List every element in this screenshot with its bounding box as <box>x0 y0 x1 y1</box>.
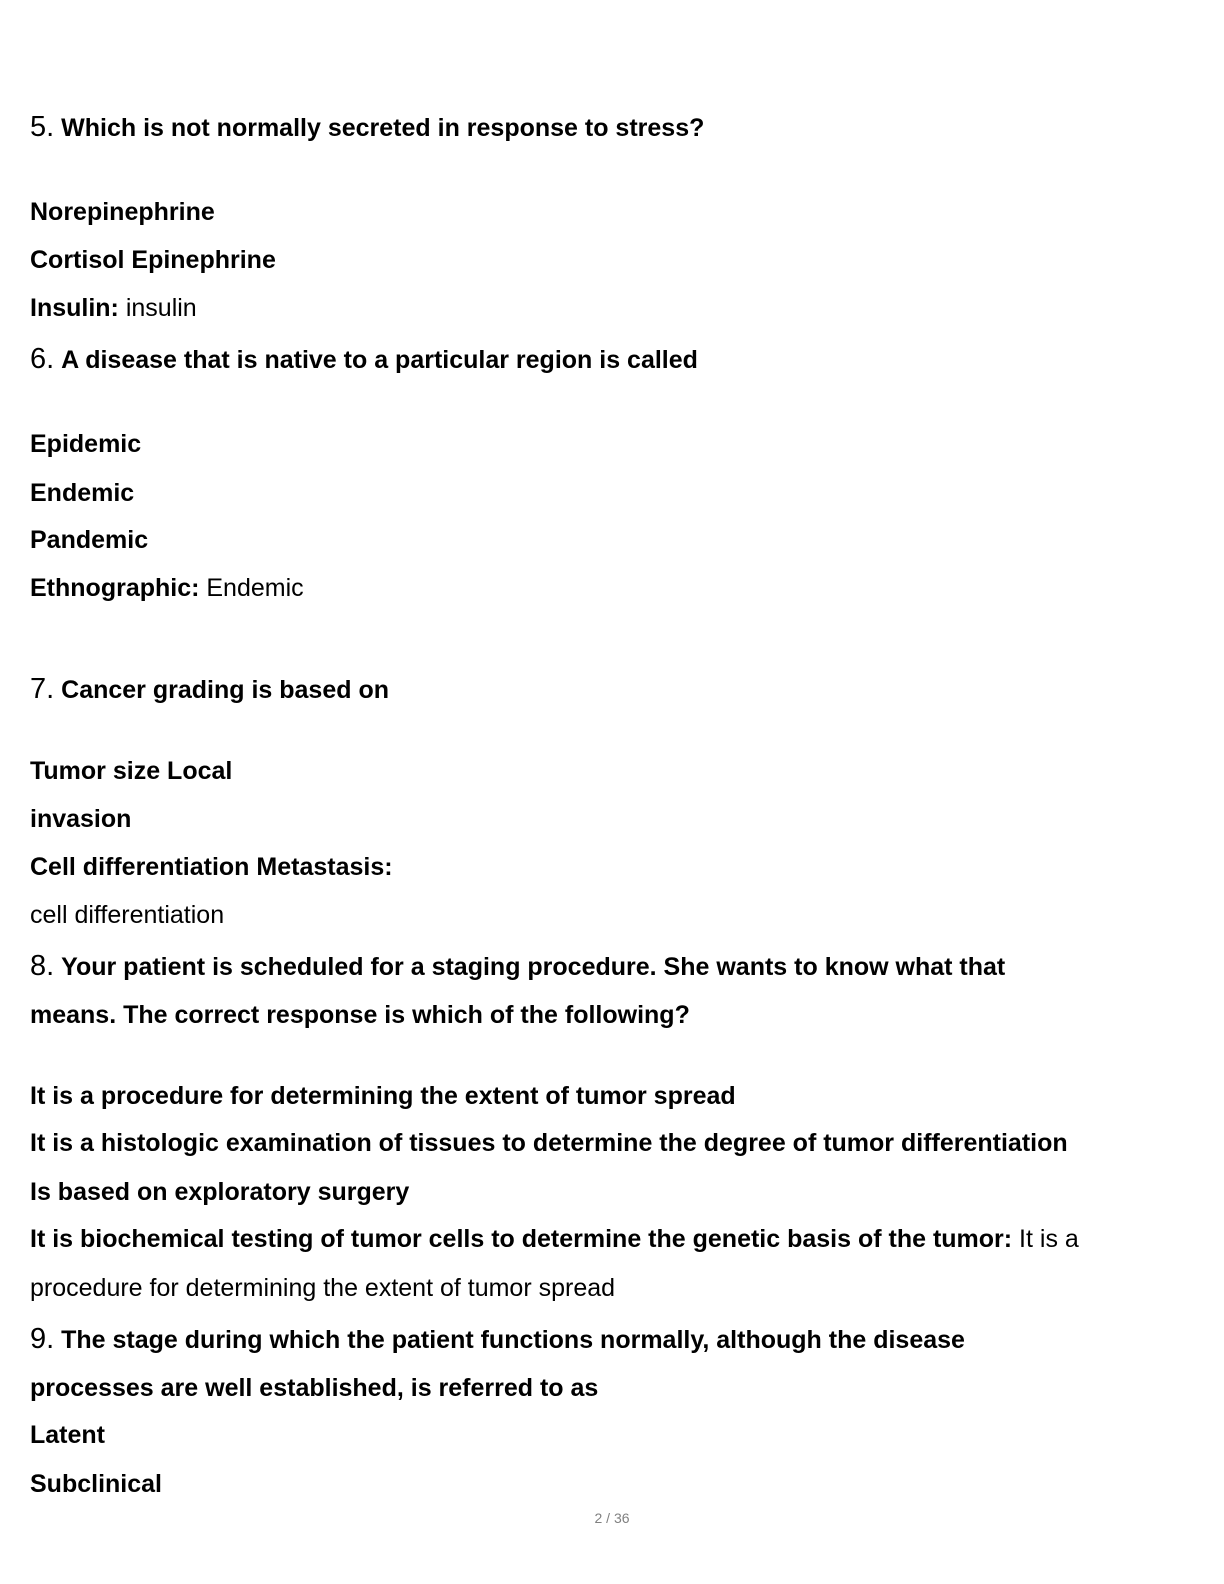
question-text: The stage during which the patient functions normally, although the disease <box>61 1326 965 1354</box>
answer-option: Epidemic <box>30 430 142 458</box>
question-text: Your patient is scheduled for a staging procedure. She wants to know what that <box>61 953 1006 981</box>
answer-option: Tumor size Local <box>30 757 233 785</box>
question-5-heading <box>30 112 704 143</box>
question-text: Which is not normally secreted in response to stress? <box>61 114 705 142</box>
page-indicator: 2 / 36 <box>594 1510 630 1526</box>
question-9-heading <box>30 1324 965 1355</box>
question-8-heading <box>30 951 1005 982</box>
answer-option: Latent <box>30 1421 105 1449</box>
answer-option: Cortisol Epinephrine <box>30 246 276 274</box>
answer-option: It is biochemical testing of tumor cells to determine the genetic basis of the tumor: <box>30 1225 1013 1253</box>
answer-value: insulin <box>118 294 197 322</box>
question-text: A disease that is native to a particular region is called <box>61 346 698 374</box>
answer-option: invasion <box>30 805 132 833</box>
question-number: 6. <box>30 343 55 375</box>
question-number: 8. <box>30 950 55 982</box>
answer-option: It is a procedure for determining the extent of tumor spread <box>30 1082 736 1110</box>
answer-option: Is based on exploratory surgery <box>30 1178 410 1206</box>
question-text-continued: processes are well established, is referred to as <box>30 1374 599 1402</box>
question-6-heading <box>30 344 698 375</box>
answer-option: Endemic <box>30 479 135 507</box>
answer-option: Cell differentiation Metastasis: <box>30 853 393 881</box>
question-number: 9. <box>30 1323 55 1355</box>
answer-line <box>30 1224 1079 1254</box>
answer-value: It is a <box>1012 1225 1079 1253</box>
answer-option: Pandemic <box>30 526 149 554</box>
answer-option: It is a histologic examination of tissues to determine the degree of tumor differentiation <box>30 1129 1068 1157</box>
answer-option: Ethnographic: <box>30 574 200 602</box>
answer-value: Endemic <box>199 574 304 602</box>
answer-value: cell differentiation <box>30 901 225 929</box>
question-text-continued: means. The correct response is which of the following? <box>30 1001 690 1029</box>
answer-option: Norepinephrine <box>30 198 215 226</box>
answer-line <box>30 573 304 603</box>
answer-value: procedure for determining the extent of tumor spread <box>30 1274 616 1302</box>
question-number: 5. <box>30 111 55 143</box>
question-7-heading <box>30 674 389 705</box>
question-text: Cancer grading is based on <box>61 676 389 704</box>
answer-line <box>30 293 197 323</box>
answer-option: Subclinical <box>30 1470 162 1498</box>
answer-option: Insulin: <box>30 294 119 322</box>
question-number: 7. <box>30 673 55 705</box>
